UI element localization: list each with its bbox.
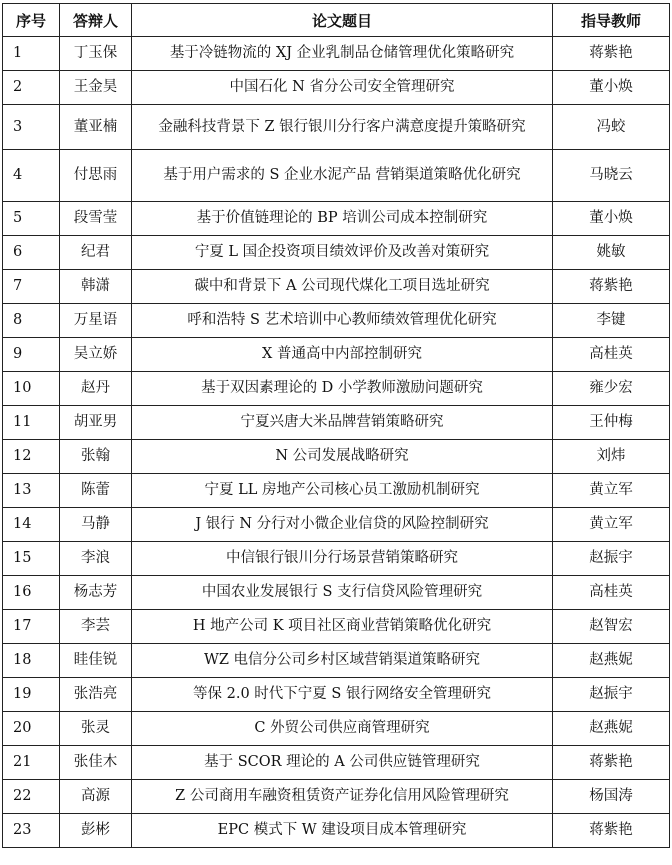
row-number: 17 (3, 610, 60, 644)
table-row (3, 71, 670, 105)
table-row (3, 236, 670, 270)
row-student: 陈蕾 (60, 474, 132, 508)
row-student: 付思雨 (60, 150, 132, 202)
table-row (3, 372, 670, 406)
table-row (3, 338, 670, 372)
row-advisor: 蒋紫艳 (553, 270, 670, 304)
row-advisor: 蒋紫艳 (553, 814, 670, 848)
row-number: 4 (3, 150, 60, 202)
table-row (3, 440, 670, 474)
table-row (3, 37, 670, 71)
table-row (3, 150, 670, 202)
header-title: 论文题目 (132, 4, 553, 37)
table-row (3, 644, 670, 678)
row-title: J 银行 N 分行对小微企业信贷的风险控制研究 (132, 508, 553, 542)
row-number: 12 (3, 440, 60, 474)
row-advisor: 马晓云 (553, 150, 670, 202)
row-title: 基于冷链物流的 XJ 企业乳制品仓储管理优化策略研究 (132, 37, 553, 71)
row-student: 张翰 (60, 440, 132, 474)
table-row (3, 542, 670, 576)
row-student: 彭彬 (60, 814, 132, 848)
row-number: 10 (3, 372, 60, 406)
row-title: 基于用户需求的 S 企业水泥产品 营销渠道策略优化研究 (132, 150, 553, 202)
row-number: 20 (3, 712, 60, 746)
table-row (3, 814, 670, 848)
row-title: 等保 2.0 时代下宁夏 S 银行网络安全管理研究 (132, 678, 553, 712)
row-title: 金融科技背景下 Z 银行银川分行客户满意度提升策略研究 (132, 105, 553, 150)
row-title: 中国石化 N 省分公司安全管理研究 (132, 71, 553, 105)
row-title: 宁夏 LL 房地产公司核心员工激励机制研究 (132, 474, 553, 508)
row-number: 8 (3, 304, 60, 338)
table-row (3, 105, 670, 150)
row-student: 张浩亮 (60, 678, 132, 712)
row-title: 基于 SCOR 理论的 A 公司供应链管理研究 (132, 746, 553, 780)
row-title: N 公司发展战略研究 (132, 440, 553, 474)
table-body (3, 37, 670, 848)
row-student: 张佳木 (60, 746, 132, 780)
row-student: 万星语 (60, 304, 132, 338)
row-advisor: 冯蛟 (553, 105, 670, 150)
row-advisor: 高桂英 (553, 576, 670, 610)
table-row (3, 304, 670, 338)
row-advisor: 赵振宇 (553, 678, 670, 712)
row-title: 基于价值链理论的 BP 培训公司成本控制研究 (132, 202, 553, 236)
row-student: 吴立娇 (60, 338, 132, 372)
row-title: 呼和浩特 S 艺术培训中心教师绩效管理优化研究 (132, 304, 553, 338)
row-advisor: 蒋紫艳 (553, 746, 670, 780)
row-title: 宁夏兴唐大米品牌营销策略研究 (132, 406, 553, 440)
row-title: 中国农业发展银行 S 支行信贷风险管理研究 (132, 576, 553, 610)
row-advisor: 黄立军 (553, 508, 670, 542)
row-title: 中信银行银川分行场景营销策略研究 (132, 542, 553, 576)
row-student: 杨志芳 (60, 576, 132, 610)
row-number: 2 (3, 71, 60, 105)
row-advisor: 刘炜 (553, 440, 670, 474)
row-number: 23 (3, 814, 60, 848)
row-number: 9 (3, 338, 60, 372)
row-number: 5 (3, 202, 60, 236)
row-number: 3 (3, 105, 60, 150)
row-student: 胡亚男 (60, 406, 132, 440)
row-title: X 普通高中内部控制研究 (132, 338, 553, 372)
table-row (3, 576, 670, 610)
table-row (3, 202, 670, 236)
row-student: 马静 (60, 508, 132, 542)
row-advisor: 雍少宏 (553, 372, 670, 406)
row-student: 王金昊 (60, 71, 132, 105)
table-row (3, 508, 670, 542)
row-number: 6 (3, 236, 60, 270)
table-row (3, 474, 670, 508)
header-number: 序号 (3, 4, 60, 37)
table-row (3, 678, 670, 712)
header-advisor: 指导教师 (553, 4, 670, 37)
table-row (3, 270, 670, 304)
row-number: 11 (3, 406, 60, 440)
header-row (3, 4, 670, 37)
row-title: 碳中和背景下 A 公司现代煤化工项目选址研究 (132, 270, 553, 304)
table-row (3, 406, 670, 440)
row-student: 丁玉保 (60, 37, 132, 71)
row-advisor: 姚敏 (553, 236, 670, 270)
row-student: 眭佳锐 (60, 644, 132, 678)
row-number: 7 (3, 270, 60, 304)
table-row (3, 746, 670, 780)
row-student: 张灵 (60, 712, 132, 746)
row-advisor: 王仲梅 (553, 406, 670, 440)
row-number: 19 (3, 678, 60, 712)
row-student: 高源 (60, 780, 132, 814)
row-advisor: 赵振宇 (553, 542, 670, 576)
row-title: C 外贸公司供应商管理研究 (132, 712, 553, 746)
row-student: 韩潇 (60, 270, 132, 304)
header-student: 答辩人 (60, 4, 132, 37)
defense-schedule-table (2, 3, 670, 848)
row-number: 18 (3, 644, 60, 678)
row-student: 纪君 (60, 236, 132, 270)
row-advisor: 蒋紫艳 (553, 37, 670, 71)
row-student: 董亚楠 (60, 105, 132, 150)
row-number: 15 (3, 542, 60, 576)
row-student: 段雪莹 (60, 202, 132, 236)
table-row (3, 712, 670, 746)
row-number: 13 (3, 474, 60, 508)
row-title: 宁夏 L 国企投资项目绩效评价及改善对策研究 (132, 236, 553, 270)
row-title: Z 公司商用车融资租赁资产证券化信用风险管理研究 (132, 780, 553, 814)
row-number: 22 (3, 780, 60, 814)
row-advisor: 董小焕 (553, 71, 670, 105)
row-number: 21 (3, 746, 60, 780)
row-advisor: 赵智宏 (553, 610, 670, 644)
row-number: 16 (3, 576, 60, 610)
row-advisor: 黄立军 (553, 474, 670, 508)
row-number: 14 (3, 508, 60, 542)
row-title: H 地产公司 K 项目社区商业营销策略优化研究 (132, 610, 553, 644)
row-advisor: 董小焕 (553, 202, 670, 236)
row-advisor: 高桂英 (553, 338, 670, 372)
row-student: 赵丹 (60, 372, 132, 406)
row-student: 李芸 (60, 610, 132, 644)
row-title: 基于双因素理论的 D 小学教师激励问题研究 (132, 372, 553, 406)
row-advisor: 李键 (553, 304, 670, 338)
table-row (3, 610, 670, 644)
row-student: 李浪 (60, 542, 132, 576)
row-advisor: 杨国涛 (553, 780, 670, 814)
row-title: EPC 模式下 W 建设项目成本管理研究 (132, 814, 553, 848)
row-advisor: 赵燕妮 (553, 644, 670, 678)
row-advisor: 赵燕妮 (553, 712, 670, 746)
row-number: 1 (3, 37, 60, 71)
table-row (3, 780, 670, 814)
row-title: WZ 电信分公司乡村区域营销渠道策略研究 (132, 644, 553, 678)
